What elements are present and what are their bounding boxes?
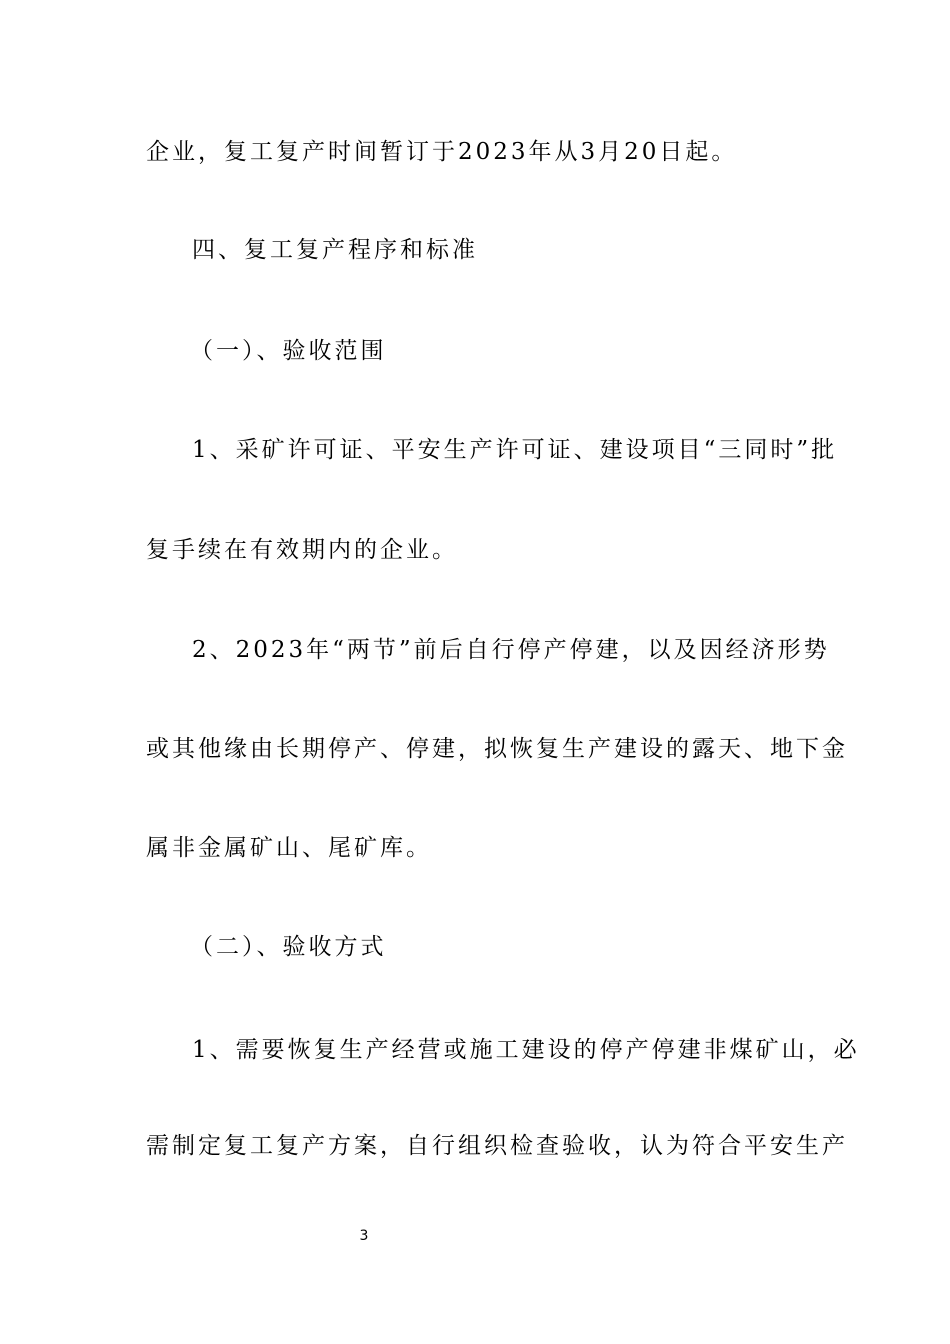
paragraph-line-6: 2、2023年“两节”前后自行停产停建，以及因经济形势 xyxy=(192,637,830,663)
section-heading-4: 四、复工复产程序和标准 xyxy=(192,237,478,263)
paragraph-line-4: 1、采矿许可证、平安生产许可证、建设项目“三同时”批 xyxy=(192,437,838,463)
paragraph-line-8: 属非金属矿山、尾矿库。 xyxy=(146,835,432,861)
paragraph-line-10: 1、需要恢复生产经营或施工建设的停产停建非煤矿山，必 xyxy=(192,1037,860,1063)
subsection-heading-2: （二）、验收方式 xyxy=(190,934,387,960)
paragraph-line-5: 复手续在有效期内的企业。 xyxy=(146,537,458,563)
page-number: 3 xyxy=(359,1228,369,1244)
paragraph-line-11: 需制定复工复产方案，自行组织检查验收，认为符合平安生产 xyxy=(146,1133,848,1159)
paragraph-line-1: 企业，复工复产时间暂订于2023年从3月20日起。 xyxy=(146,139,738,165)
paragraph-line-7: 或其他缘由长期停产、停建，拟恢复生产建设的露天、地下金 xyxy=(146,736,848,762)
subsection-heading-1: （一）、验收范围 xyxy=(190,338,387,364)
